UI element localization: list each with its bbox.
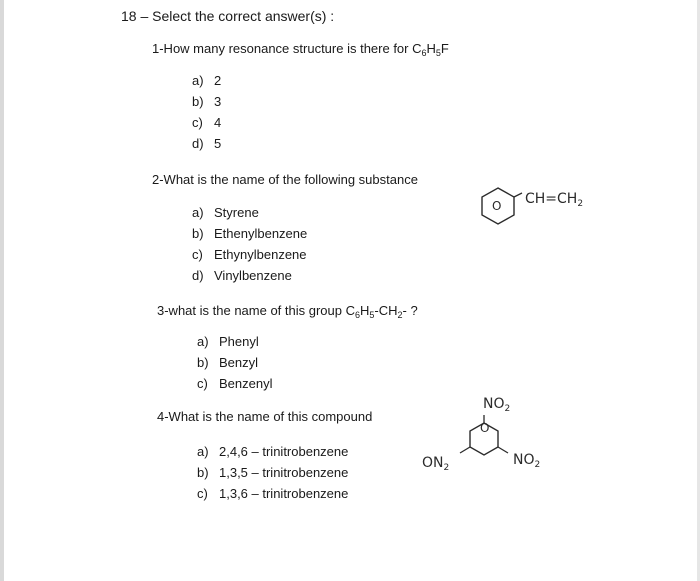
formula-part: H	[426, 41, 436, 56]
question-3-option-b[interactable]	[197, 355, 258, 371]
question-4-option-a[interactable]	[197, 444, 348, 460]
option-text: Ethynylbenzene	[214, 247, 307, 262]
question-4-option-b[interactable]	[197, 465, 348, 481]
option-letter: a)	[192, 205, 204, 220]
question-2-option-b[interactable]	[192, 226, 307, 242]
option-letter: d)	[192, 136, 204, 151]
formula-part: H	[360, 303, 370, 318]
nitro-group-top	[483, 396, 510, 412]
formula-part: -CH	[374, 303, 398, 318]
question-3-prefix: 3-what is the name of this group C	[157, 303, 355, 318]
option-text: Benzenyl	[219, 376, 273, 391]
vinyl-text: CH=CH	[525, 191, 578, 207]
question-4-text: 4-What is the name of this compound	[157, 409, 373, 424]
option-text: Phenyl	[219, 334, 259, 349]
question-2-option-d[interactable]	[192, 268, 292, 284]
question-3-option-c[interactable]	[197, 376, 272, 392]
question-1-option-a[interactable]	[192, 73, 221, 89]
question-3-option-a[interactable]	[197, 334, 259, 350]
question-1-option-c[interactable]	[192, 115, 221, 131]
option-letter: b)	[197, 355, 209, 370]
option-letter: c)	[197, 486, 208, 501]
question-1-prefix: 1-How many resonance structure is there for C	[152, 41, 422, 56]
nitro-right-subscript: 2	[534, 460, 541, 470]
vinyl-subscript: 2	[577, 199, 584, 209]
option-letter: a)	[197, 334, 209, 349]
question-3-text	[157, 303, 418, 319]
option-text: 5	[214, 136, 222, 151]
option-text: 4	[214, 115, 222, 130]
nitro-top-text: NO	[483, 396, 505, 412]
option-text: 1,3,5 – trinitrobenzene	[219, 465, 349, 480]
question-2-option-c[interactable]	[192, 247, 307, 263]
vinyl-group-label	[525, 191, 583, 207]
question-1-text	[152, 41, 449, 57]
option-text: 3	[214, 94, 222, 109]
formula-part: - ?	[402, 303, 418, 318]
nitro-left-text: ON	[422, 455, 444, 471]
nitro-right-text: NO	[513, 452, 535, 468]
option-letter: c)	[192, 115, 203, 130]
option-letter: b)	[192, 226, 204, 241]
option-letter: a)	[192, 73, 204, 88]
formula-subscript: 6	[355, 310, 361, 320]
option-letter: b)	[192, 94, 204, 109]
option-letter: c)	[197, 376, 208, 391]
left-frame-edge	[0, 0, 4, 581]
formula-subscript: 5	[435, 48, 441, 58]
option-text: Benzyl	[219, 355, 259, 370]
formula-subscript: 5	[369, 310, 375, 320]
question-2-text: 2-What is the name of the following substance	[152, 172, 418, 187]
nitro-top-subscript: 2	[504, 404, 511, 414]
ring-circle-label: O	[492, 199, 502, 213]
option-text: 2	[214, 73, 222, 88]
question-4-option-c[interactable]	[197, 486, 348, 502]
formula-subscript: 6	[421, 48, 427, 58]
nitro-left-subscript: 2	[443, 463, 450, 473]
option-letter: c)	[192, 247, 203, 262]
option-letter: d)	[192, 268, 204, 283]
option-letter: a)	[197, 444, 209, 459]
formula-part: F	[440, 41, 449, 56]
option-text: Ethenylbenzene	[214, 226, 308, 241]
ring-circle-label: O	[480, 421, 490, 435]
nitro-group-right	[513, 452, 540, 468]
option-text: 1,3,6 – trinitrobenzene	[219, 486, 349, 501]
question-1-option-d[interactable]	[192, 136, 221, 152]
option-text: Vinylbenzene	[214, 268, 292, 283]
option-letter: b)	[197, 465, 209, 480]
page-title: 18 – Select the correct answer(s) :	[121, 8, 335, 24]
formula-subscript: 2	[397, 310, 403, 320]
option-text: Styrene	[214, 205, 259, 220]
question-1-option-b[interactable]	[192, 94, 221, 110]
question-2-option-a[interactable]	[192, 205, 259, 221]
option-text: 2,4,6 – trinitrobenzene	[219, 444, 349, 459]
nitro-group-left	[422, 455, 449, 471]
